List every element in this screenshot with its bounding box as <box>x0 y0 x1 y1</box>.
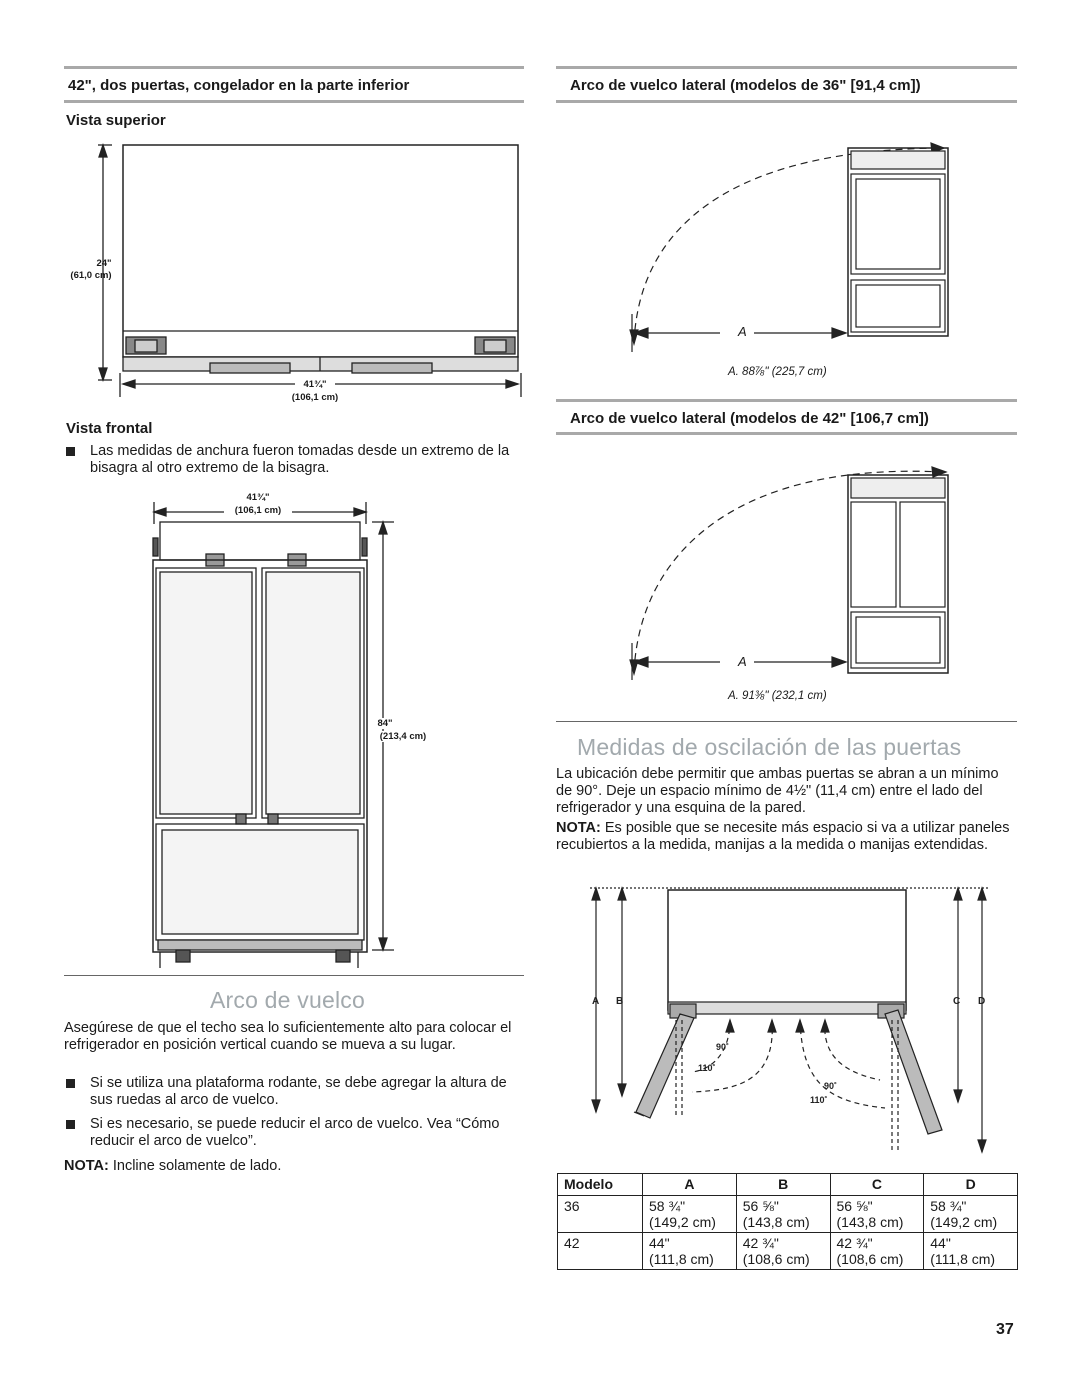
cell-a <box>643 1233 737 1270</box>
angle-90-label-right: 90˚ <box>824 1081 838 1091</box>
caption-36: A. 88⅞" (225,7 cm) <box>728 366 827 378</box>
top-width-cm-label: (106,1 cm) <box>291 392 339 403</box>
swing-nota <box>556 820 1018 854</box>
swing-nota-text: Es posible que se necesite más espacio si va a utilizar paneles recubiertos a la medida, manijas a la medida o manijas extendidas. <box>556 820 1010 853</box>
front-width-cm-label: (106,1 cm) <box>224 505 292 516</box>
swing-divider <box>556 721 1017 722</box>
front-note: Las medidas de anchura fueron tomadas desde un extremo de la bisagra al otro extremo de la bisagra. <box>90 443 510 476</box>
dim-d-label: D <box>978 996 986 1007</box>
top-width-label: 41¾" <box>295 379 335 390</box>
col-header-c: C <box>830 1174 924 1196</box>
bullet-icon <box>66 1079 75 1088</box>
nota-text: Incline solamente de lado. <box>108 1158 282 1174</box>
angle-90-label-left: 90˚ <box>716 1042 730 1052</box>
cell-c-in: 42 ¾" <box>836 1235 873 1251</box>
dim-c-label: C <box>953 996 961 1007</box>
table-row <box>558 1233 1018 1270</box>
caption-42: A. 91⅜" (232,1 cm) <box>728 690 827 702</box>
cell-d-in: 44" <box>930 1235 951 1251</box>
col-header-a: A <box>643 1174 737 1196</box>
cell-d <box>924 1196 1018 1233</box>
right-header42-rule-bottom <box>556 432 1017 435</box>
cell-b-cm: (143,8 cm) <box>742 1214 810 1230</box>
right-header36-rule-bottom <box>556 100 1017 103</box>
cell-b <box>736 1233 830 1270</box>
col-header-modelo: Modelo <box>558 1174 643 1196</box>
left-section-header: 42", dos puertas, congelador en la parte inferior <box>68 77 410 94</box>
dimensions-table <box>557 1173 1018 1270</box>
right-header42-rule-top <box>556 399 1017 402</box>
cell-model: 36 <box>558 1196 643 1233</box>
cell-d-cm: (111,8 cm) <box>930 1251 996 1267</box>
cell-d <box>924 1233 1018 1270</box>
page-number: 37 <box>996 1321 1014 1338</box>
front-view-diagram <box>140 498 400 968</box>
header-36: Arco de vuelco lateral (modelos de 36" [91,4 cm]) <box>570 77 921 94</box>
col-header-b: B <box>736 1174 830 1196</box>
cell-a-in: 44" <box>649 1235 670 1251</box>
cell-b-cm: (108,6 cm) <box>742 1251 810 1267</box>
cell-d-cm: (149,2 cm) <box>930 1214 998 1230</box>
dim-a-label: A <box>592 996 600 1007</box>
left-header-rule-top <box>64 66 524 69</box>
front-view-title: Vista frontal <box>66 420 153 437</box>
cell-b-in: 56 ⅝" <box>742 1198 779 1214</box>
tilt-arc-36-diagram <box>620 130 960 360</box>
door-swing-diagram <box>580 880 1000 1165</box>
dim-b-label: B <box>616 996 624 1007</box>
bullet-icon <box>66 447 75 456</box>
nota-label: NOTA: <box>64 1158 109 1174</box>
cell-a <box>643 1196 737 1233</box>
cell-c-in: 56 ⅝" <box>836 1198 873 1214</box>
tilt-arc-42-diagram <box>620 450 960 680</box>
nota-label: NOTA: <box>556 820 601 836</box>
top-view-diagram <box>90 135 530 405</box>
cell-d-in: 58 ¾" <box>930 1198 967 1214</box>
angle-110-label-right: 110˚ <box>810 1095 828 1105</box>
bullet-icon <box>66 1120 75 1129</box>
top-view-title: Vista superior <box>66 112 166 129</box>
left-header-rule-bottom <box>64 100 524 103</box>
arco-nota <box>64 1158 524 1175</box>
cell-b <box>736 1196 830 1233</box>
arco-bullet-1: Si se utiliza una plataforma rodante, se debe agregar la altura de sus ruedas al arco de vuelco. <box>90 1075 507 1108</box>
cell-b-in: 42 ¾" <box>742 1235 779 1251</box>
front-height-label: 84" <box>370 718 400 729</box>
cell-a-cm: (111,8 cm) <box>649 1251 714 1267</box>
cell-model: 42 <box>558 1233 643 1270</box>
cell-c <box>830 1196 924 1233</box>
arco-divider <box>64 975 524 976</box>
dimension-a-label: A <box>738 654 747 669</box>
front-height-cm-label: (213,4 cm) <box>370 731 436 742</box>
arco-bullet-2: Si es necesario, se puede reducir el arco de vuelco. Vea “Cómo reducir el arco de vuelco”. <box>90 1116 500 1149</box>
arco-title: Arco de vuelco <box>210 987 365 1013</box>
top-depth-cm-label: (61,0 cm) <box>70 270 112 281</box>
angle-110-label-left: 110˚ <box>698 1063 716 1073</box>
swing-title: Medidas de oscilación de las puertas <box>577 734 962 760</box>
col-header-d: D <box>924 1174 1018 1196</box>
cell-a-cm: (149,2 cm) <box>649 1214 716 1230</box>
front-width-label: 41¾" <box>238 492 278 503</box>
cell-c-cm: (108,6 cm) <box>836 1251 904 1267</box>
swing-paragraph: La ubicación debe permitir que ambas puertas se abran a un mínimo de 90°. Deje un espacio mínimo de 4½" (11,4 cm) entre el lado del refrigerador y una esquina de la pared. <box>556 766 999 816</box>
cell-c <box>830 1233 924 1270</box>
arco-paragraph: Asegúrese de que el techo sea lo suficientemente alto para colocar el refrigerador en posición vertical cuando se mueva a su lugar. <box>64 1020 512 1053</box>
header-42: Arco de vuelco lateral (modelos de 42" [106,7 cm]) <box>570 410 929 427</box>
table-row <box>558 1196 1018 1233</box>
cell-a-in: 58 ¾" <box>649 1198 686 1214</box>
cell-c-cm: (143,8 cm) <box>836 1214 904 1230</box>
table-header-row <box>558 1174 1018 1196</box>
dimension-a-label: A <box>738 324 747 339</box>
right-header36-rule-top <box>556 66 1017 69</box>
top-depth-label: 24" <box>96 258 112 269</box>
